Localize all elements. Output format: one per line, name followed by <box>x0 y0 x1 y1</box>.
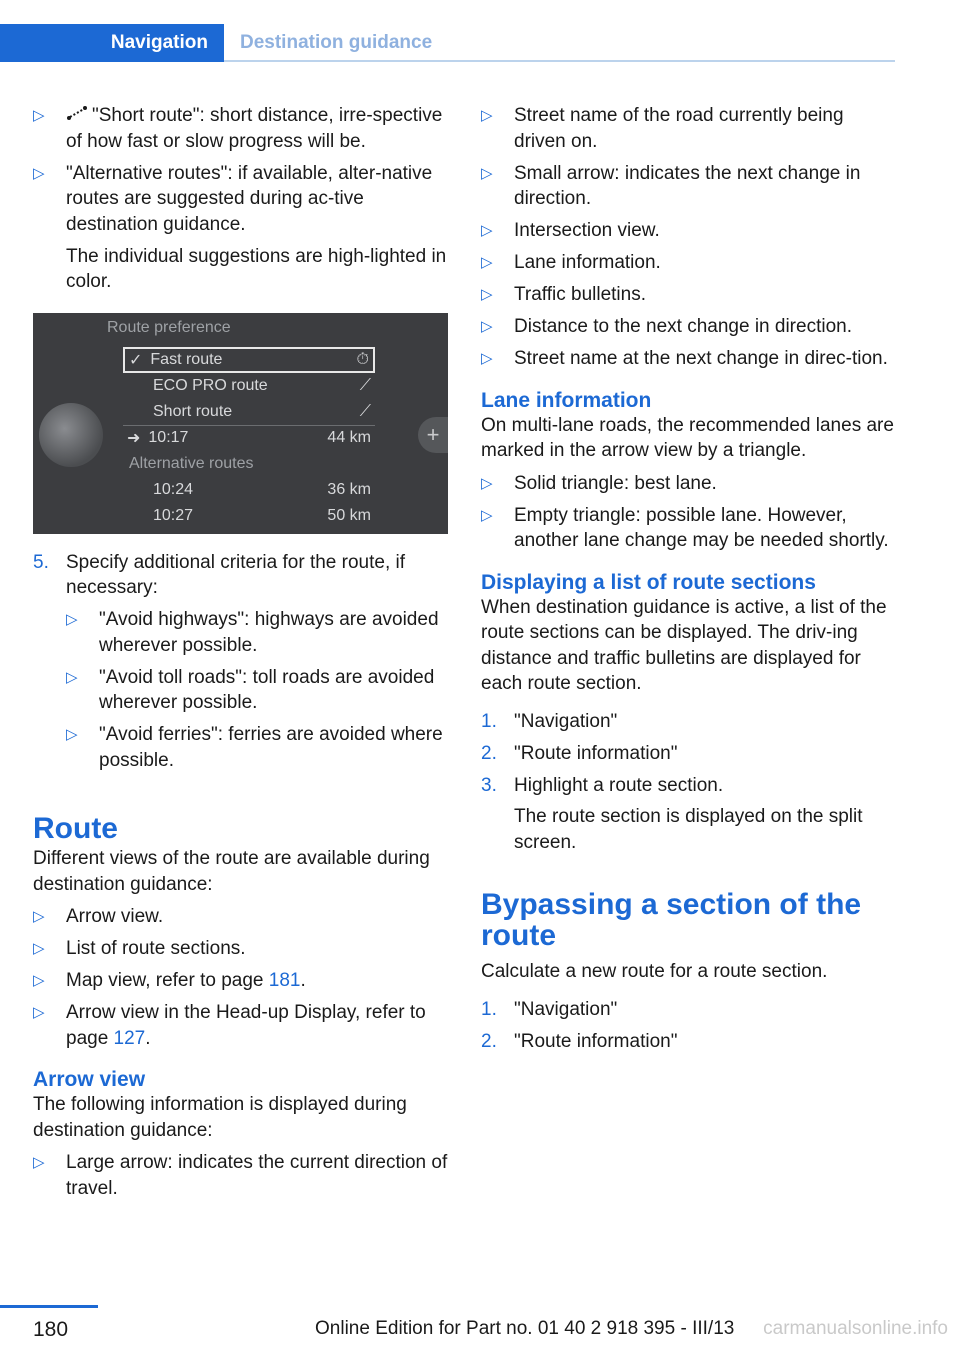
note-text: The route section is displayed on the split screen. <box>514 806 863 853</box>
subsection-heading: Arrow view <box>33 1068 146 1091</box>
list-item: ▷ "Avoid toll roads": toll roads are avoided wherever possible. <box>66 666 435 713</box>
paragraph: Different views of the route are available during destination guidance: <box>33 848 430 895</box>
step-number: 5. <box>33 551 49 573</box>
bullet-triangle-icon: ▷ <box>66 726 78 743</box>
list-item: ▷ List of route sections. <box>33 936 448 962</box>
page-link[interactable]: 181 <box>268 970 301 991</box>
bullet-triangle-icon: ▷ <box>481 164 493 182</box>
step-sublist <box>33 607 448 773</box>
step-number: 2. <box>481 1030 497 1052</box>
screen-row: ➜ 10:17 44 km <box>127 428 371 447</box>
list-item: ▷ Lane information. <box>481 250 896 276</box>
step-item: 3. Highlight a route section. <box>481 773 896 799</box>
screen-row-heading: Alternative routes <box>129 454 254 472</box>
page-number: 180 <box>33 1318 69 1341</box>
bullet-triangle-icon: ▷ <box>481 474 493 492</box>
subsection-heading: Displaying a list of route sections <box>481 570 816 594</box>
list-item: ▷ Large arrow: indicates the current direction of travel. <box>33 1152 448 1199</box>
bullet-triangle-icon: ▷ <box>481 222 493 239</box>
list-item: ▷ "Short route": short distance, irre-spective of how fast or slow progress will be. <box>33 105 443 152</box>
right-column <box>481 103 896 1061</box>
step-number: 2. <box>481 742 497 764</box>
paragraph: Calculate a new route for a route section. <box>481 961 828 982</box>
screen-row: ECO PRO route ⟋ <box>153 376 371 394</box>
short-route-icon <box>66 103 92 129</box>
list-item: ▷ Arrow view in the Head-up Display, refer to page 127. <box>33 1002 426 1049</box>
controller-knob-icon <box>39 403 103 467</box>
step-number: 1. <box>481 998 497 1020</box>
bullet-triangle-icon: ▷ <box>481 286 493 303</box>
route-preference-screenshot <box>33 313 448 534</box>
screen-row: 10:27 50 km <box>153 506 371 524</box>
list-item: ▷ "Avoid ferries": ferries are avoided where possible. <box>66 724 443 771</box>
step-item: 2. "Route information" <box>481 1029 896 1055</box>
list-item: ▷ Small arrow: indicates the next change in direction. <box>481 162 861 209</box>
bullet-triangle-icon: ▷ <box>33 972 45 989</box>
zoom-plus-icon: + <box>418 417 448 453</box>
route-arrow-icon: ➜ <box>127 429 141 447</box>
watermark: carmanualsonline.info <box>763 1318 948 1339</box>
header-subsection-tab[interactable]: Destination guidance <box>240 32 433 53</box>
list-item: ▷ Intersection view. <box>481 218 896 244</box>
bullet-triangle-icon: ▷ <box>33 164 45 182</box>
bullet-triangle-icon: ▷ <box>33 940 45 957</box>
note-text: The individual suggestions are high-lighted in color. <box>66 245 447 292</box>
step-item: 1. "Navigation" <box>481 997 896 1023</box>
step-item: 5. Specify additional criteria for the route, if necessary: <box>33 551 406 598</box>
screen-row-selected: ✓ Fast route ⏱ <box>123 347 375 373</box>
screen-row: Short route ⟋ <box>153 402 371 420</box>
section-heading: Route <box>33 812 118 845</box>
list-item: ▷ Empty triangle: possible lane. However, another lane change may be needed shortly. <box>481 504 889 551</box>
list-item: ▷ "Avoid highways": highways are avoided wherever possible. <box>66 609 439 656</box>
list-item: ▷ Street name of the road currently being driven on. <box>481 105 844 152</box>
bullet-triangle-icon: ▷ <box>481 254 493 271</box>
list-item: ▷ "Alternative routes": if available, alter-native routes are suggested during ac-tive destination guidance. <box>33 162 433 235</box>
page-link[interactable]: 127 <box>113 1027 146 1049</box>
step-item: 2. "Route information" <box>481 741 896 767</box>
list-item: ▷ Solid triangle: best lane. <box>481 471 896 497</box>
header-section-tab[interactable]: Navigation <box>0 24 224 62</box>
bullet-triangle-icon: ▷ <box>481 107 493 124</box>
step-number: 1. <box>481 710 497 732</box>
bullet-triangle-icon: ▷ <box>481 318 493 335</box>
bullet-triangle-icon: ▷ <box>66 668 78 686</box>
subsection-heading: Lane information <box>481 388 652 412</box>
left-column <box>33 103 448 1208</box>
list-item: ▷ Map view, refer to page 181. <box>33 968 448 994</box>
paragraph: When destination guidance is active, a list of the route sections can be displayed. The driv-ing distance and traffic bulletins are displayed for each route section. <box>481 596 887 694</box>
check-icon: ✓ <box>129 351 143 369</box>
footer-rule <box>0 1305 98 1308</box>
list-item: ▷ Traffic bulletins. <box>481 282 896 308</box>
list-item: ▷ Street name at the next change in direc-tion. <box>481 346 896 372</box>
edition-text: Online Edition for Part no. 01 40 2 918 395 - III/13 <box>315 1318 735 1339</box>
list-item: ▷ Arrow view. <box>33 904 448 930</box>
bullet-triangle-icon: ▷ <box>33 107 45 124</box>
section-heading: Bypassing a section of the route <box>481 888 862 952</box>
bullet-triangle-icon: ▷ <box>481 350 493 367</box>
step-item: 1. "Navigation" <box>481 709 896 735</box>
paragraph: On multi-lane roads, the recommended lanes are marked in the arrow view by a triangle. <box>481 414 894 461</box>
paragraph: The following information is displayed during destination guidance: <box>33 1094 407 1141</box>
list-item: ▷ Distance to the next change in direction. <box>481 314 896 340</box>
bullet-triangle-icon: ▷ <box>33 1004 45 1021</box>
screen-row: 10:24 36 km <box>153 480 371 498</box>
step-number: 3. <box>481 774 497 796</box>
bullet-triangle-icon: ▷ <box>33 908 45 925</box>
screen-title: Route preference <box>107 318 231 336</box>
bullet-triangle-icon: ▷ <box>66 611 78 628</box>
bullet-triangle-icon: ▷ <box>481 506 493 524</box>
bullet-triangle-icon: ▷ <box>33 1154 45 1171</box>
